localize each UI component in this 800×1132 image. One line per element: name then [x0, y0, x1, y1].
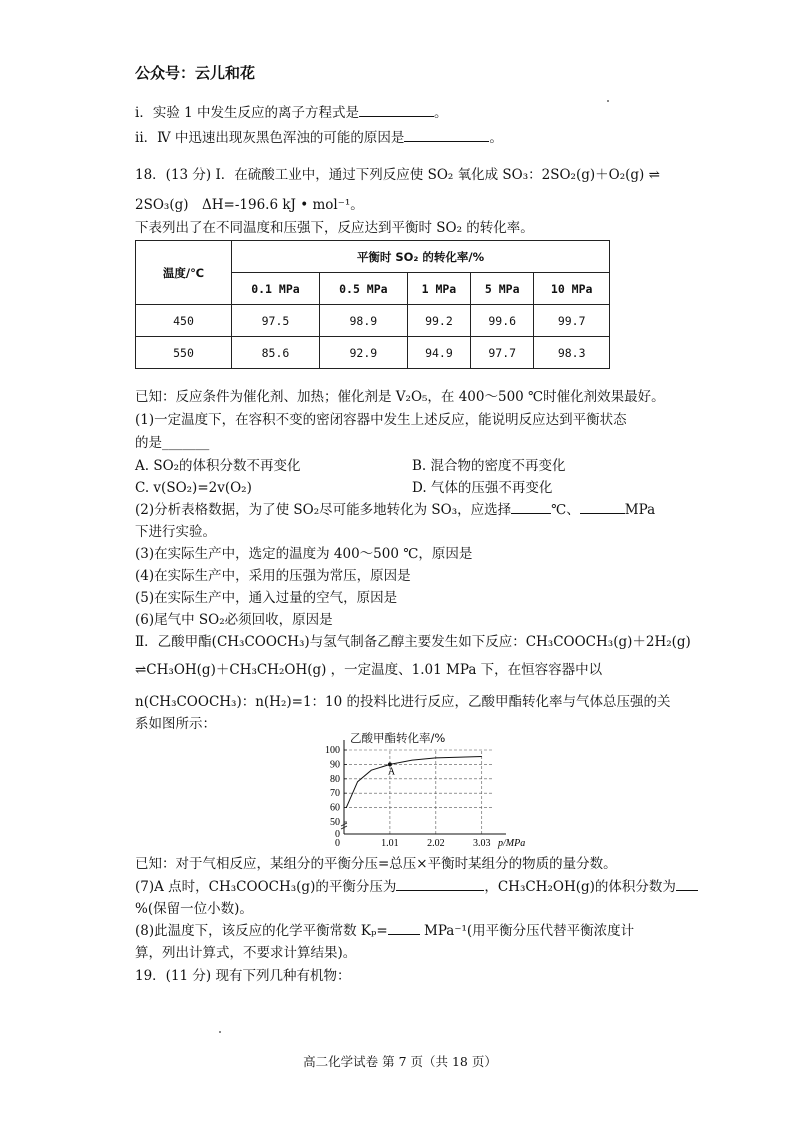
option-a: A. SO₂的体积分数不再变化 — [135, 458, 301, 474]
part-ii-ratio: n(CH₃COOCH₃)：n(H₂)=1：10 的投料比进行反应，乙酸甲酯转化率与气体总压强的关 — [135, 694, 671, 710]
y-tick-label: 90 — [330, 759, 340, 771]
question-ii-end: 。 — [489, 130, 503, 146]
table-row — [136, 305, 610, 337]
part7-text: (7)A 点时，CH₃COOCH₃(g)的平衡分压为 — [135, 879, 397, 895]
temp-cell: 450 — [136, 305, 232, 337]
part8-text-b: MPa⁻¹(用平衡分压代替平衡浓度计 — [419, 923, 635, 939]
option-c: C. v(SO₂)=2v(O₂) — [135, 480, 252, 496]
question-i — [135, 104, 448, 122]
part2-question — [135, 501, 655, 519]
value-cell: 98.9 — [319, 305, 407, 337]
y-tick-label: 70 — [330, 788, 340, 800]
part3-question: (3)在实际生产中，选定的温度为 400～500 ℃，原因是 — [135, 546, 473, 562]
answer-blank[interactable] — [511, 501, 551, 514]
y-tick-label: 80 — [330, 773, 340, 785]
unit-mpa: MPa — [624, 502, 656, 518]
pressure-header: 0.1 MPa — [232, 273, 320, 305]
x-axis-label: p/MPa — [498, 838, 526, 849]
x-tick-label: 3.03 — [472, 838, 491, 849]
answer-blank[interactable] — [388, 922, 420, 935]
temp-header: 温度/℃ — [136, 241, 232, 305]
scan-speck — [219, 1031, 221, 1033]
pressure-header: 10 MPa — [534, 273, 610, 305]
part7-text-b: ，CH₃CH₂OH(g)的体积分数为 — [484, 879, 676, 895]
q18-equation-cont: 2SO₃(g) ΔH=-196.6 kJ • mol⁻¹。 — [135, 197, 364, 213]
part6-question: (6)尾气中 SO₂必须回收，原因是 — [135, 612, 333, 628]
pressure-header: 5 MPa — [471, 273, 534, 305]
y-tick-label: 0 — [335, 829, 340, 840]
answer-blank[interactable] — [359, 104, 434, 117]
unit-celsius: ℃、 — [551, 502, 580, 518]
value-cell: 85.6 — [232, 337, 320, 369]
part2-text: (2)分析表格数据，为了使 SO₂尽可能多地转化为 SO₃，应选择 — [135, 502, 512, 518]
question-ii-text: ii．Ⅳ 中迅速出现灰黑色浑浊的可能的原因是 — [135, 130, 405, 146]
value-cell: 98.3 — [534, 337, 610, 369]
answer-blank[interactable] — [396, 878, 484, 891]
value-cell: 94.9 — [407, 337, 470, 369]
y-tick-label: 50 — [330, 817, 340, 828]
value-cell: 97.5 — [232, 305, 320, 337]
value-cell: 99.7 — [534, 305, 610, 337]
question-ii — [135, 129, 503, 147]
part8-question — [135, 922, 634, 940]
page-footer: 高二化学试卷 第 7 页（共 18 页） — [303, 1054, 497, 1069]
part7-question — [135, 878, 698, 896]
question-i-end: 。 — [434, 105, 448, 121]
chart-title: 乙酸甲酯转化率/% — [350, 731, 446, 745]
answer-blank[interactable] — [580, 501, 625, 514]
value-cell: 92.9 — [319, 337, 407, 369]
y-tick-label: 60 — [330, 802, 340, 814]
part1-question-cont: 的是_______ — [135, 435, 210, 451]
known-partial-pressure: 已知：对于气相反应，某组分的平衡分压=总压×平衡时某组分的物质的量分数。 — [135, 856, 617, 872]
point-a-label: A — [387, 766, 396, 778]
conversion-table — [135, 240, 610, 369]
part4-question: (4)在实际生产中，采用的压强为常压，原因是 — [135, 568, 411, 584]
table-row — [136, 337, 610, 369]
group-header: 平衡时 SO₂ 的转化率/% — [232, 241, 610, 273]
question-19: 19．(11 分) 现有下列几种有机物： — [135, 968, 351, 984]
q18-table-intro: 下表列出了在不同温度和压强下，反应达到平衡时 SO₂ 的转化率。 — [135, 220, 534, 236]
question-i-text: i．实验 1 中发生反应的离子方程式是 — [135, 105, 359, 121]
option-d: D. 气体的压强不再变化 — [412, 480, 553, 496]
x-tick-label: 1.01 — [381, 838, 399, 849]
origin-label: 0 — [335, 838, 340, 849]
y-tick-label: 100 — [325, 745, 340, 756]
scan-speck — [607, 100, 609, 102]
pressure-header: 1 MPa — [407, 273, 470, 305]
part8-text: (8)此温度下，该反应的化学平衡常数 Kₚ= — [135, 923, 388, 939]
q18-intro: 18．(13 分) Ⅰ．在硫酸工业中，通过下列反应使 SO₂ 氧化成 SO₃：2SO₂(g)＋O₂(g) ⇌ — [135, 167, 660, 183]
part7-question-cont: %(保留一位小数)。 — [135, 901, 253, 917]
value-cell: 97.7 — [471, 337, 534, 369]
x-tick-label: 2.02 — [427, 838, 445, 849]
answer-blank[interactable] — [676, 878, 698, 891]
temp-cell: 550 — [136, 337, 232, 369]
value-cell: 99.2 — [407, 305, 470, 337]
part2-question-cont: 下进行实验。 — [135, 524, 216, 540]
known-conditions: 已知：反应条件为催化剂、加热；催化剂是 V₂O₅，在 400～500 ℃时催化剂效果最好。 — [135, 389, 665, 405]
part-ii-intro: Ⅱ．乙酸甲酯(CH₃COOCH₃)与氢气制备乙醇主要发生如下反应：CH₃COOCH₃(g)＋2H₂(g) — [135, 634, 691, 650]
value-cell: 99.6 — [471, 305, 534, 337]
conversion-chart — [310, 726, 526, 856]
part-ii-reaction: ⇌CH₃OH(g)＋CH₃CH₂OH(g) ，一定温度、1.01 MPa 下，在恒容容器中以 — [135, 662, 603, 678]
part1-question: (1)一定温度下，在容积不变的密闭容器中发生上述反应，能说明反应达到平衡状态 — [135, 412, 627, 428]
part8-question-cont: 算，列出计算式，不要求计算结果)。 — [135, 945, 357, 961]
pressure-header: 0.5 MPa — [319, 273, 407, 305]
account-header: 公众号：云儿和花 — [135, 64, 256, 82]
part-ii-figure-ref: 系如图所示： — [135, 716, 216, 732]
part5-question: (5)在实际生产中，通入过量的空气，原因是 — [135, 590, 398, 606]
answer-blank[interactable] — [404, 129, 489, 142]
option-b: B. 混合物的密度不再变化 — [412, 458, 566, 474]
